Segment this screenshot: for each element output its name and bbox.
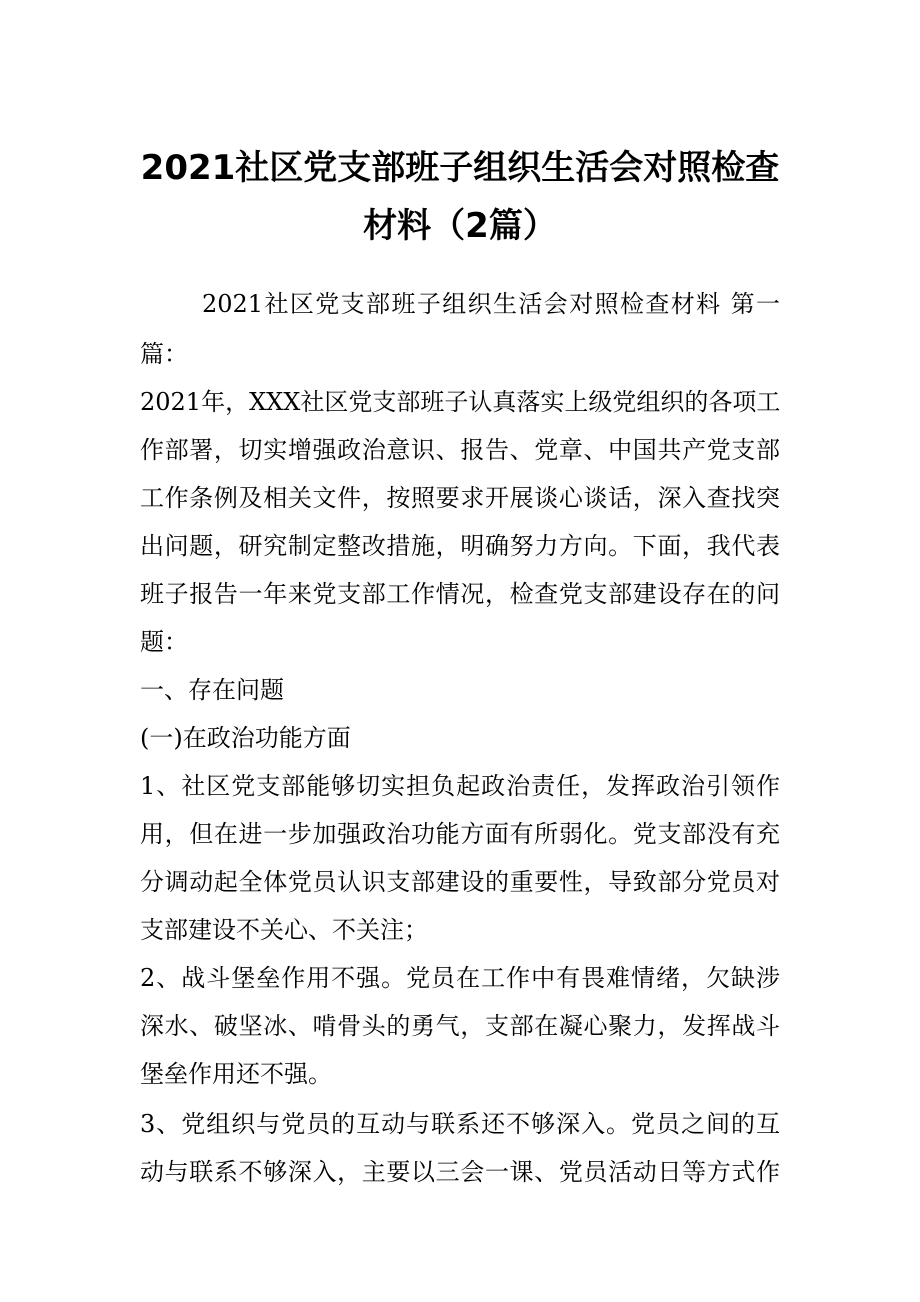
section-heading: 一、存在问题 [140, 676, 284, 704]
paragraph-line: 2、战斗堡垒作用不强。党员在工作中有畏难情绪，欠缺涉 [140, 964, 780, 992]
paragraph-line: 作部署，切实增强政治意识、报告、党章、中国共产党支部 [140, 436, 780, 464]
section-heading-line: 2021社区党支部班子组织生活会对照检查材料 第一 [202, 290, 780, 318]
paragraph-line: 动与联系不够深入，主要以三会一课、党员活动日等方式作 [140, 1158, 780, 1186]
paragraph-line: 支部建设不关心、不关注； [140, 916, 428, 944]
paragraph-line: 班子报告一年来党支部工作情况，检查党支部建设存在的问 [140, 580, 780, 608]
paragraph-line: 出问题，研究制定整改措施，明确努力方向。下面，我代表 [140, 532, 780, 560]
document-title-line-1: 2021社区党支部班子组织生活会对照检查 [140, 148, 780, 188]
paragraph-line: 题： [140, 628, 188, 656]
paragraph-line: 深水、破坚冰、啃骨头的勇气，支部在凝心聚力，发挥战斗 [140, 1012, 780, 1040]
paragraph-line: 3、党组织与党员的互动与联系还不够深入。党员之间的互 [140, 1110, 780, 1138]
document-title-line-2: 材料（2篇） [363, 206, 557, 246]
section-heading-line: 篇： [140, 340, 188, 368]
paragraph-line: 2021年，XXX社区党支部班子认真落实上级党组织的各项工 [140, 388, 781, 416]
paragraph-line: 工作条例及相关文件，按照要求开展谈心谈话，深入查找突 [140, 484, 780, 512]
paragraph-line: 用，但在进一步加强政治功能方面有所弱化。党支部没有充 [140, 820, 780, 848]
paragraph-line: 1、社区党支部能够切实担负起政治责任，发挥政治引领作 [140, 772, 780, 800]
subsection-heading: (一)在政治功能方面 [140, 724, 351, 752]
paragraph-line: 堡垒作用还不强。 [140, 1060, 332, 1088]
paragraph-line: 分调动起全体党员认识支部建设的重要性，导致部分党员对 [140, 868, 780, 896]
